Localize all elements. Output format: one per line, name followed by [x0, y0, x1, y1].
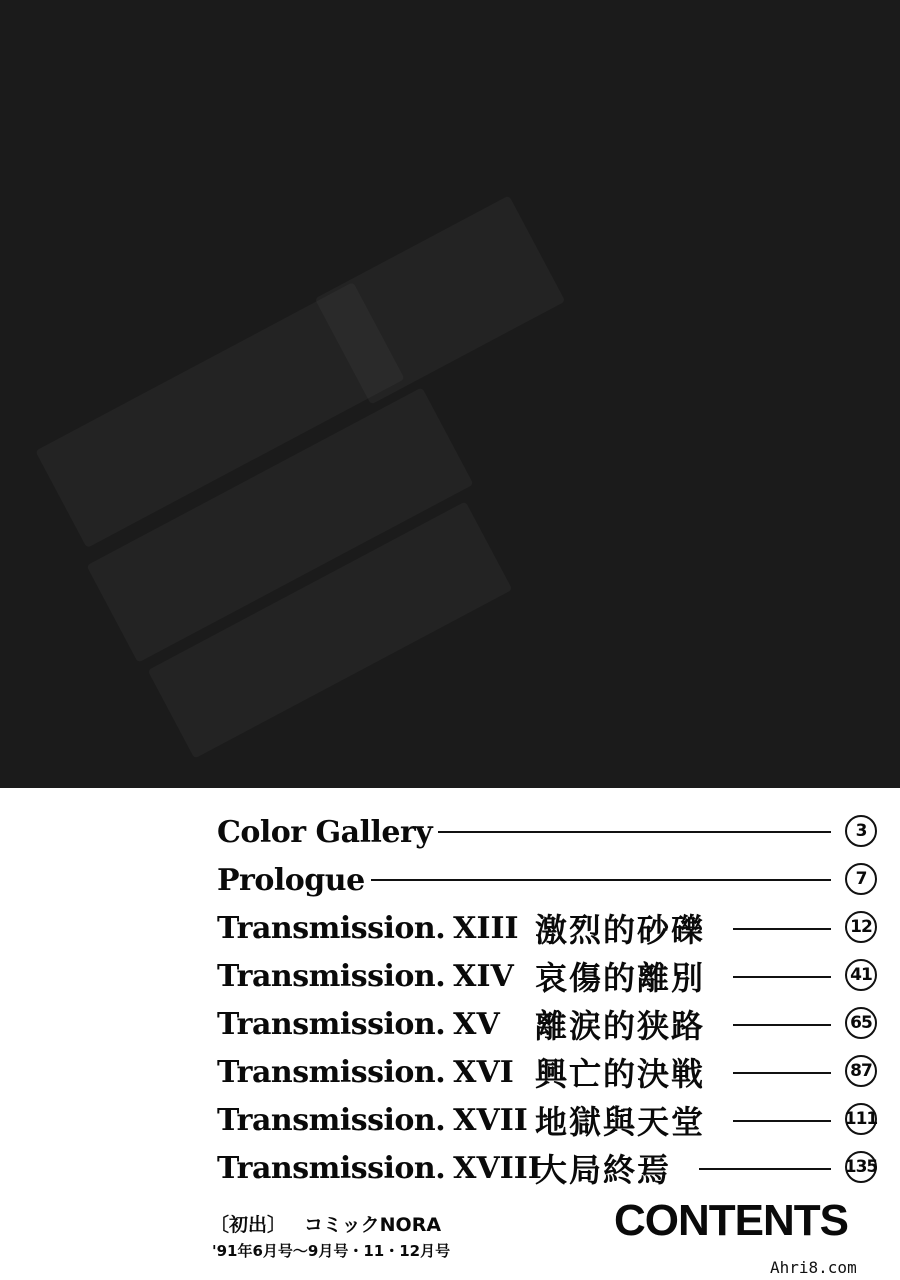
entry-title: Transmission. [217, 958, 446, 994]
entry-japanese-title: 離涙的狭路 [535, 1007, 706, 1045]
entry-title: Transmission. [217, 1006, 446, 1042]
leader-line [699, 1168, 831, 1170]
leader-line [371, 879, 831, 881]
leader-line [438, 831, 831, 833]
page-number: 87 [845, 1055, 877, 1087]
toc-entry-transmission-16[interactable] [217, 1048, 877, 1096]
publication-dates: '91年6月号〜9月号・11・12月号 [212, 1242, 451, 1260]
first-publication-label: 〔初出〕 [210, 1214, 287, 1236]
entry-title: Transmission. [217, 910, 446, 946]
entry-numeral: XVIII [453, 1150, 542, 1186]
entry-numeral: XIV [453, 958, 514, 994]
leader-line [733, 1120, 831, 1122]
toc-entry-color-gallery[interactable] [217, 808, 877, 856]
page-number: 3 [845, 815, 877, 847]
toc-entry-transmission-14[interactable] [217, 952, 877, 1000]
magazine-name: コミックNORA [304, 1214, 442, 1236]
toc-entry-transmission-15[interactable] [217, 1000, 877, 1048]
entry-title: Transmission. [217, 1102, 446, 1138]
entry-numeral: XVI [453, 1054, 514, 1090]
watermark: Ahri8.com [770, 1258, 857, 1277]
entry-numeral: XVII [453, 1102, 528, 1138]
entry-title: Transmission. [217, 1054, 446, 1090]
leader-line [733, 976, 831, 978]
entry-title: Transmission. [217, 1150, 446, 1186]
leader-line [733, 1072, 831, 1074]
toc-entry-transmission-13[interactable] [217, 904, 877, 952]
page-number: 135 [845, 1151, 877, 1183]
entry-numeral: XIII [453, 910, 519, 946]
contents-heading: CONTENTS [614, 1196, 848, 1245]
entry-japanese-title: 地獄與天堂 [535, 1103, 706, 1141]
toc-entry-transmission-18[interactable] [217, 1144, 877, 1192]
toc-entry-transmission-17[interactable] [217, 1096, 877, 1144]
first-publication-line [210, 1210, 441, 1237]
entry-numeral: XV [453, 1006, 500, 1042]
toc-entry-prologue[interactable] [217, 856, 877, 904]
leader-line [733, 928, 831, 930]
page-number: 111 [845, 1103, 877, 1135]
entry-japanese-title: 大局終焉 [535, 1151, 672, 1189]
page-number: 41 [845, 959, 877, 991]
entry-japanese-title: 興亡的決戦 [535, 1055, 706, 1093]
entry-title: Prologue [217, 862, 365, 898]
page-number: 7 [845, 863, 877, 895]
leader-line [733, 1024, 831, 1026]
page-number: 12 [845, 911, 877, 943]
entry-japanese-title: 激烈的砂礫 [535, 911, 706, 949]
table-of-contents [217, 808, 877, 1192]
entry-japanese-title: 哀傷的離別 [535, 959, 706, 997]
page-number: 65 [845, 1007, 877, 1039]
entry-title: Color Gallery [217, 814, 433, 850]
